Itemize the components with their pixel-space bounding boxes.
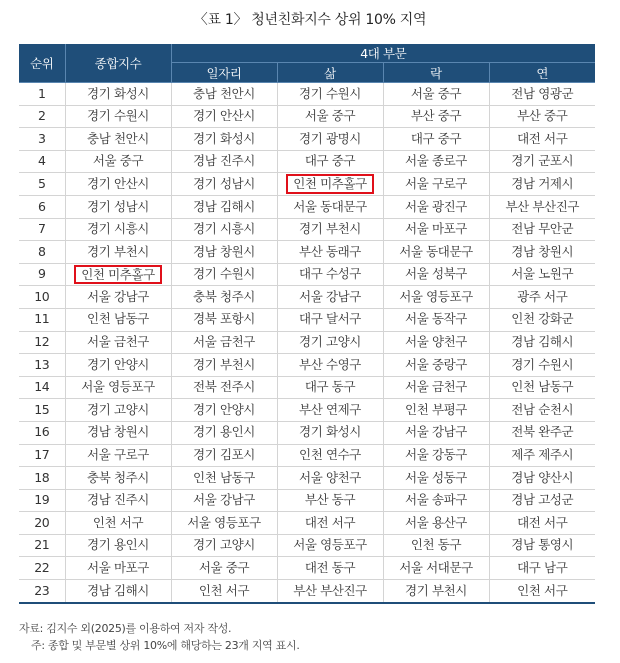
- region-cell: 경기 수원시: [65, 105, 171, 128]
- region-cell: 경기 화성시: [277, 421, 383, 444]
- rank-cell: 8: [19, 241, 65, 264]
- region-cell: 서울 금천구: [383, 376, 489, 399]
- table-row: [19, 534, 595, 557]
- region-cell: 서울 마포구: [383, 218, 489, 241]
- region-cell: 경남 고성군: [489, 489, 595, 512]
- region-cell: 서울 강남구: [277, 286, 383, 309]
- region-cell: 충남 천안시: [171, 83, 277, 106]
- region-cell: 서울 마포구: [65, 557, 171, 580]
- table-row: [19, 489, 595, 512]
- region-cell: 경남 김해시: [489, 331, 595, 354]
- highlighted-region: 인천 미추홀구: [74, 265, 162, 285]
- region-cell: 대구 수성구: [277, 263, 383, 286]
- table-title: 〈표 1〉 청년친화지수 상위 10% 지역: [193, 12, 427, 28]
- region-cell: 경기 성남시: [171, 173, 277, 196]
- footnote: 주: 종합 및 부문별 상위 10%에 해당하는 23개 지역 표시.: [31, 639, 300, 652]
- table-row: [19, 105, 595, 128]
- region-cell: 부산 동래구: [277, 241, 383, 264]
- region-cell: 대전 서구: [277, 512, 383, 535]
- table-row: [19, 150, 595, 173]
- region-cell: 부산 중구: [383, 105, 489, 128]
- region-cell: 인천 남동구: [65, 308, 171, 331]
- region-cell: 경기 김포시: [171, 444, 277, 467]
- rank-cell: 16: [19, 421, 65, 444]
- table-row: [19, 557, 595, 580]
- rank-cell: 17: [19, 444, 65, 467]
- region-cell: 부산 동구: [277, 489, 383, 512]
- region-cell: 대구 동구: [277, 376, 383, 399]
- region-cell: 서울 중구: [171, 557, 277, 580]
- region-cell: 인천 강화군: [489, 308, 595, 331]
- region-cell: 인천 서구: [489, 580, 595, 603]
- region-cell: 제주 제주시: [489, 444, 595, 467]
- region-cell: 서울 강남구: [65, 286, 171, 309]
- region-cell: [65, 263, 171, 286]
- rank-cell: 3: [19, 128, 65, 151]
- table-row: [19, 241, 595, 264]
- region-cell: 부산 수영구: [277, 354, 383, 377]
- region-cell: 경기 부천시: [171, 354, 277, 377]
- region-cell: 경남 창원시: [489, 241, 595, 264]
- region-cell: 경기 수원시: [277, 83, 383, 106]
- region-cell: 인천 남동구: [489, 376, 595, 399]
- rank-cell: 7: [19, 218, 65, 241]
- region-cell: 인천 연수구: [277, 444, 383, 467]
- region-cell: 서울 영등포구: [383, 286, 489, 309]
- region-cell: 대전 서구: [489, 128, 595, 151]
- region-cell: 서울 강남구: [171, 489, 277, 512]
- rank-cell: 21: [19, 534, 65, 557]
- region-cell: 서울 노원구: [489, 263, 595, 286]
- region-cell: 인천 서구: [65, 512, 171, 535]
- region-cell: 충북 청주시: [171, 286, 277, 309]
- highlighted-region: 인천 미추홀구: [286, 174, 374, 194]
- region-cell: 부산 부산진구: [277, 580, 383, 603]
- region-cell: 경남 김해시: [171, 195, 277, 218]
- region-cell: 서울 양천구: [277, 467, 383, 490]
- table-container: [19, 44, 595, 604]
- region-cell: 서울 구로구: [65, 444, 171, 467]
- region-cell: 서울 강동구: [383, 444, 489, 467]
- rank-cell: 1: [19, 83, 65, 106]
- region-cell: 서울 금천구: [65, 331, 171, 354]
- region-cell: 경남 양산시: [489, 467, 595, 490]
- header-sector-group: 4대 부문: [171, 44, 595, 63]
- region-cell: 충북 청주시: [65, 467, 171, 490]
- region-cell: 서울 종로구: [383, 150, 489, 173]
- region-cell: 대구 달서구: [277, 308, 383, 331]
- region-cell: 경남 거제시: [489, 173, 595, 196]
- table-row: [19, 308, 595, 331]
- region-cell: 경기 용인시: [171, 421, 277, 444]
- table-row: [19, 331, 595, 354]
- region-cell: 서울 중구: [383, 83, 489, 106]
- region-cell: 대구 중구: [383, 128, 489, 151]
- region-cell: 대전 동구: [277, 557, 383, 580]
- region-cell: 인천 서구: [171, 580, 277, 603]
- table-row: [19, 354, 595, 377]
- table-row: [19, 173, 595, 196]
- table-row: [19, 218, 595, 241]
- region-cell: 경기 성남시: [65, 195, 171, 218]
- region-cell: 전남 무안군: [489, 218, 595, 241]
- region-cell: [277, 173, 383, 196]
- table-row: [19, 263, 595, 286]
- region-cell: 서울 영등포구: [277, 534, 383, 557]
- region-cell: 경남 창원시: [171, 241, 277, 264]
- header-composite: 종합지수: [65, 44, 171, 83]
- rank-cell: 5: [19, 173, 65, 196]
- header-sector-leisure: 락: [383, 63, 489, 83]
- region-cell: 경기 부천시: [383, 580, 489, 603]
- rank-cell: 2: [19, 105, 65, 128]
- rank-cell: 18: [19, 467, 65, 490]
- table-row: [19, 399, 595, 422]
- region-cell: 경기 부천시: [277, 218, 383, 241]
- region-cell: 서울 광진구: [383, 195, 489, 218]
- region-cell: 광주 서구: [489, 286, 595, 309]
- source-note: 자료: 김지수 외(2025)를 이용하여 저자 작성.: [19, 622, 232, 635]
- header-sector-connection: 연: [489, 63, 595, 83]
- region-cell: 서울 서대문구: [383, 557, 489, 580]
- region-cell: 서울 중구: [277, 105, 383, 128]
- region-cell: 서울 영등포구: [171, 512, 277, 535]
- region-cell: 서울 구로구: [383, 173, 489, 196]
- region-cell: 경기 고양시: [65, 399, 171, 422]
- region-cell: 경기 안양시: [65, 354, 171, 377]
- region-cell: 경기 시흥시: [65, 218, 171, 241]
- rank-cell: 19: [19, 489, 65, 512]
- region-cell: 서울 성북구: [383, 263, 489, 286]
- rank-cell: 20: [19, 512, 65, 535]
- region-cell: 서울 용산구: [383, 512, 489, 535]
- rank-cell: 14: [19, 376, 65, 399]
- region-cell: 대구 남구: [489, 557, 595, 580]
- region-cell: 경기 부천시: [65, 241, 171, 264]
- region-cell: 경기 시흥시: [171, 218, 277, 241]
- table-row: [19, 128, 595, 151]
- region-cell: 경기 수원시: [489, 354, 595, 377]
- region-cell: 경기 군포시: [489, 150, 595, 173]
- region-cell: 경기 안양시: [171, 399, 277, 422]
- table-row: [19, 83, 595, 106]
- region-cell: 전북 전주시: [171, 376, 277, 399]
- region-cell: 경기 안산시: [65, 173, 171, 196]
- header-sector-jobs: 일자리: [171, 63, 277, 83]
- region-cell: 인천 남동구: [171, 467, 277, 490]
- region-cell: 경남 진주시: [171, 150, 277, 173]
- rank-cell: 15: [19, 399, 65, 422]
- region-cell: 서울 강남구: [383, 421, 489, 444]
- region-cell: 경기 용인시: [65, 534, 171, 557]
- region-cell: 경기 안산시: [171, 105, 277, 128]
- region-cell: 인천 부평구: [383, 399, 489, 422]
- rank-cell: 9: [19, 263, 65, 286]
- table-row: [19, 512, 595, 535]
- region-cell: 경기 고양시: [277, 331, 383, 354]
- rank-cell: 4: [19, 150, 65, 173]
- region-cell: 서울 양천구: [383, 331, 489, 354]
- region-cell: 서울 금천구: [171, 331, 277, 354]
- rank-cell: 10: [19, 286, 65, 309]
- ranking-table: [19, 44, 595, 604]
- table-row: [19, 421, 595, 444]
- region-cell: 서울 동작구: [383, 308, 489, 331]
- rank-cell: 13: [19, 354, 65, 377]
- region-cell: 인천 동구: [383, 534, 489, 557]
- rank-cell: 23: [19, 580, 65, 603]
- region-cell: 서울 동대문구: [277, 195, 383, 218]
- region-cell: 서울 동대문구: [383, 241, 489, 264]
- table-row: [19, 444, 595, 467]
- region-cell: 경기 고양시: [171, 534, 277, 557]
- table-row: [19, 467, 595, 490]
- region-cell: 경남 통영시: [489, 534, 595, 557]
- region-cell: 경기 수원시: [171, 263, 277, 286]
- region-cell: 부산 중구: [489, 105, 595, 128]
- region-cell: 충남 천안시: [65, 128, 171, 151]
- table-body: [19, 83, 595, 603]
- header-sector-life: 삶: [277, 63, 383, 83]
- rank-cell: 6: [19, 195, 65, 218]
- table-row: [19, 286, 595, 309]
- region-cell: 서울 성동구: [383, 467, 489, 490]
- region-cell: 전북 완주군: [489, 421, 595, 444]
- rank-cell: 22: [19, 557, 65, 580]
- region-cell: 경기 광명시: [277, 128, 383, 151]
- region-cell: 부산 부산진구: [489, 195, 595, 218]
- region-cell: 서울 영등포구: [65, 376, 171, 399]
- region-cell: 경남 김해시: [65, 580, 171, 603]
- region-cell: 경남 창원시: [65, 421, 171, 444]
- region-cell: 전남 영광군: [489, 83, 595, 106]
- rank-cell: 11: [19, 308, 65, 331]
- region-cell: 부산 연제구: [277, 399, 383, 422]
- region-cell: 서울 중구: [65, 150, 171, 173]
- region-cell: 서울 송파구: [383, 489, 489, 512]
- region-cell: 경기 화성시: [171, 128, 277, 151]
- header-rank: 순위: [19, 44, 65, 83]
- table-row: [19, 195, 595, 218]
- region-cell: 경기 화성시: [65, 83, 171, 106]
- region-cell: 경북 포항시: [171, 308, 277, 331]
- rank-cell: 12: [19, 331, 65, 354]
- table-notes: [19, 620, 300, 654]
- table-row: [19, 580, 595, 603]
- region-cell: 대구 중구: [277, 150, 383, 173]
- region-cell: 대전 서구: [489, 512, 595, 535]
- region-cell: 경남 진주시: [65, 489, 171, 512]
- table-row: [19, 376, 595, 399]
- region-cell: 서울 중랑구: [383, 354, 489, 377]
- region-cell: 전남 순천시: [489, 399, 595, 422]
